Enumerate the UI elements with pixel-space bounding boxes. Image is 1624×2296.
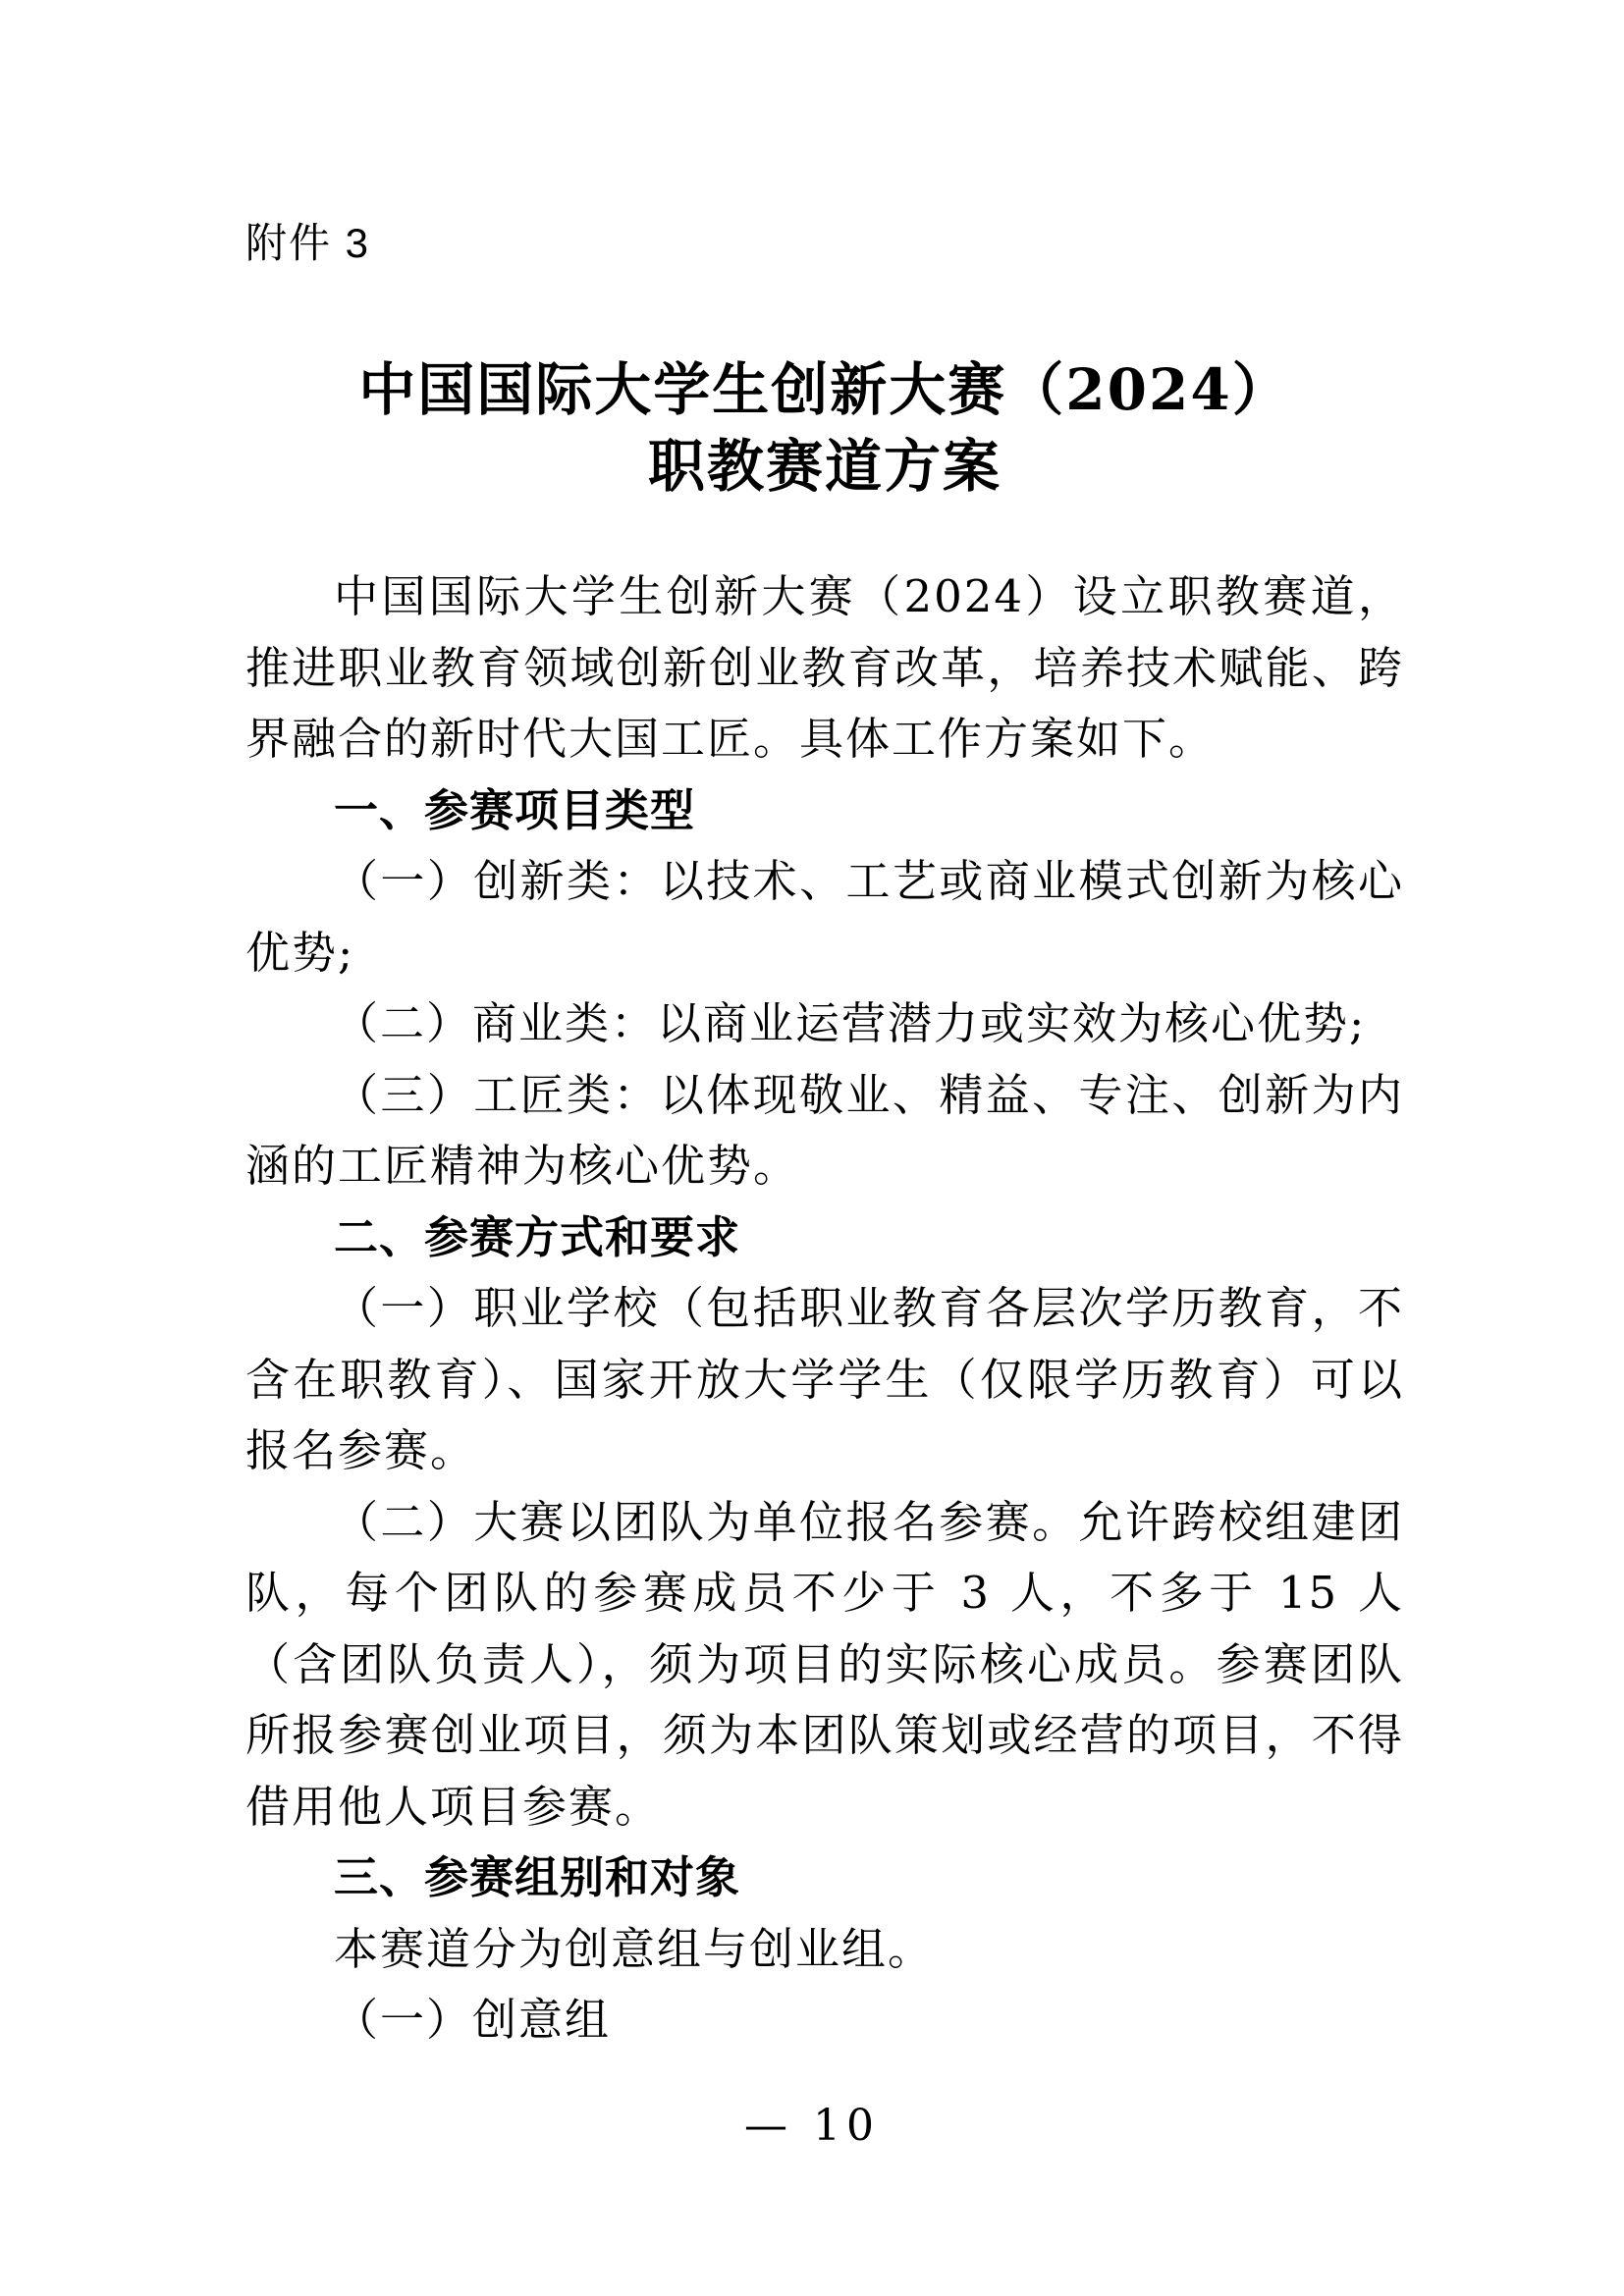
section-heading-2: 二、参赛方式和要求 (334, 1211, 741, 1262)
document-body (245, 561, 1404, 2056)
paragraph-type-innovation: （一）创新类：以技术、工艺或商业模式创新为核心优势; (245, 855, 1404, 979)
section-heading-3: 三、参赛组别和对象 (334, 1852, 741, 1902)
paragraph-intro: 中国国际大学生创新大赛（2024）设立职教赛道，推进职业教育领域创新创业教育改革，培养技术赋能、跨界融合的新时代大国工匠。具体工作方案如下。 (245, 570, 1404, 765)
paragraph-groups: 本赛道分为创意组与创业组。 (334, 1922, 935, 1975)
document-title-line2: 职教赛道方案 (647, 433, 1001, 500)
paragraph-eligibility: （一）职业学校（包括职业教育各层次学历教育，不含在职教育）、国家开放大学学生（仅限学历教育）可以报名参赛。 (245, 1282, 1404, 1476)
page-number: — 10 (744, 2101, 880, 2151)
paragraph-type-business: （二）商业类：以商业运营潜力或实效为核心优势; (334, 997, 1367, 1049)
document-title (245, 351, 1404, 505)
document-title-line1: 中国国际大学生创新大赛（2024） (358, 356, 1291, 423)
paragraph-team-rules: （二）大赛以团队为单位报名参赛。允许跨校组建团队，每个团队的参赛成员不少于 3 人，不多于 15 人（含团队负责人），须为项目的实际核心成员。参赛团队所报参赛创业项目，须为本团队策划或经营的项目，不得借用他人项目参赛。 (245, 1495, 1404, 1833)
section-heading-1: 一、参赛项目类型 (334, 784, 696, 835)
paragraph-creative-group: （一）创意组 (334, 1994, 612, 2046)
paragraph-type-craftsman: （三）工匠类：以体现敬业、精益、专注、创新为内涵的工匠精神为核心优势。 (245, 1068, 1404, 1192)
attachment-label: 附件 3 (245, 220, 371, 266)
